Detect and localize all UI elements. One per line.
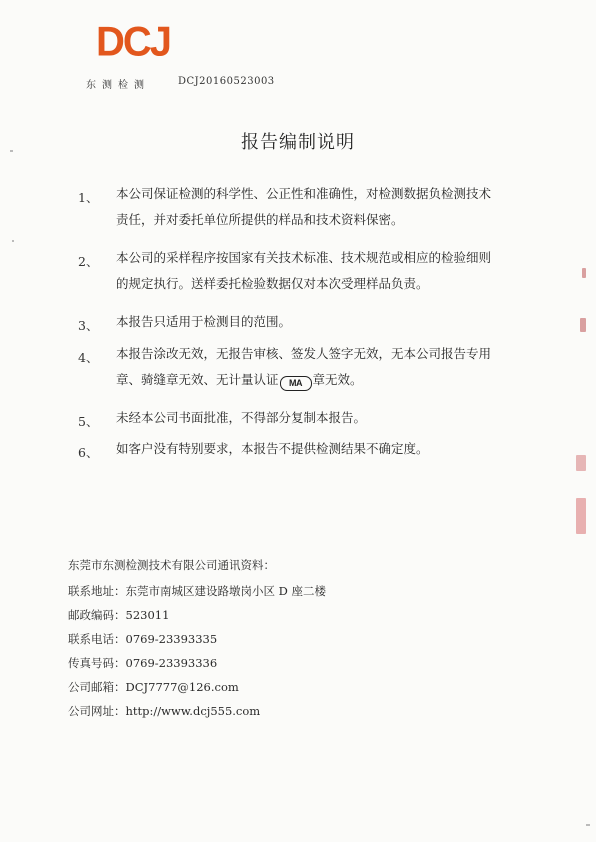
page-title: 报告编制说明 [241, 132, 355, 153]
clause-2-line-1: 本公司的采样程序按国家有关技术标准、技术规范或相应的检验细则 [116, 250, 492, 265]
scan-speck [12, 240, 14, 242]
contact-website: 公司网址：http://www.dcj555.com [68, 704, 261, 718]
scan-speck [586, 824, 590, 826]
seal-fragment-mark [576, 498, 586, 534]
clause-number-6: 6、 [78, 445, 99, 460]
clause-number-3: 3、 [78, 318, 99, 333]
company-short-name: 东测检测 [86, 80, 150, 91]
clause-number-1: 1、 [78, 190, 99, 205]
clause-number-5: 5、 [78, 414, 99, 429]
clause-1-line-2: 责任，并对委托单位所提供的样品和技术资料保密。 [116, 212, 404, 227]
clause-2-line-2: 的规定执行。送样委托检验数据仅对本次受理样品负责。 [116, 276, 429, 291]
clause-4-line-2-start: 章、骑缝章无效、无计量认证 [116, 372, 279, 387]
contact-heading: 东莞市东测检测技术有限公司通讯资料： [68, 558, 275, 572]
clause-text-6 [116, 436, 556, 462]
clause-4-line-1: 本报告涂改无效，无报告审核、签发人签字无效，无本公司报告专用 [116, 346, 492, 361]
contact-fax: 传真号码：0769-23393336 [68, 656, 218, 670]
clause-6-line-1: 如客户没有特别要求，本报告不提供检测结果不确定度。 [116, 441, 429, 456]
ma-certification-mark: MA [280, 376, 312, 391]
contact-email: 公司邮箱：DCJ7777@126.com [68, 680, 239, 694]
clause-4-line-2-end: 章无效。 [312, 372, 363, 387]
scan-speck [10, 150, 13, 152]
clause-text-4 [116, 341, 556, 393]
clause-number-4: 4、 [78, 350, 99, 365]
clause-number-2: 2、 [78, 254, 99, 269]
seal-fragment-mark [582, 268, 586, 278]
clause-3-line-1: 本报告只适用于检测目的范围。 [116, 314, 292, 329]
clause-5-line-1: 未经本公司书面批准，不得部分复制本报告。 [116, 410, 367, 425]
report-number: DCJ20160523003 [178, 76, 275, 87]
company-logo: DCJ [96, 18, 171, 66]
contact-postcode: 邮政编码：523011 [68, 608, 170, 622]
clause-1-line-1: 本公司保证检测的科学性、公正性和准确性，对检测数据负检测技术 [116, 186, 492, 201]
clause-text-1 [116, 181, 556, 233]
contact-phone: 联系电话：0769-23393335 [68, 632, 218, 646]
clause-text-2 [116, 245, 556, 297]
clause-4-line-2 [116, 367, 556, 393]
seal-fragment-mark [580, 318, 586, 332]
contact-address: 联系地址：东莞市南城区建设路墩岗小区 D 座二楼 [68, 584, 327, 598]
clause-text-3 [116, 309, 556, 335]
clause-text-5 [116, 405, 556, 431]
seal-fragment-mark [576, 455, 586, 471]
